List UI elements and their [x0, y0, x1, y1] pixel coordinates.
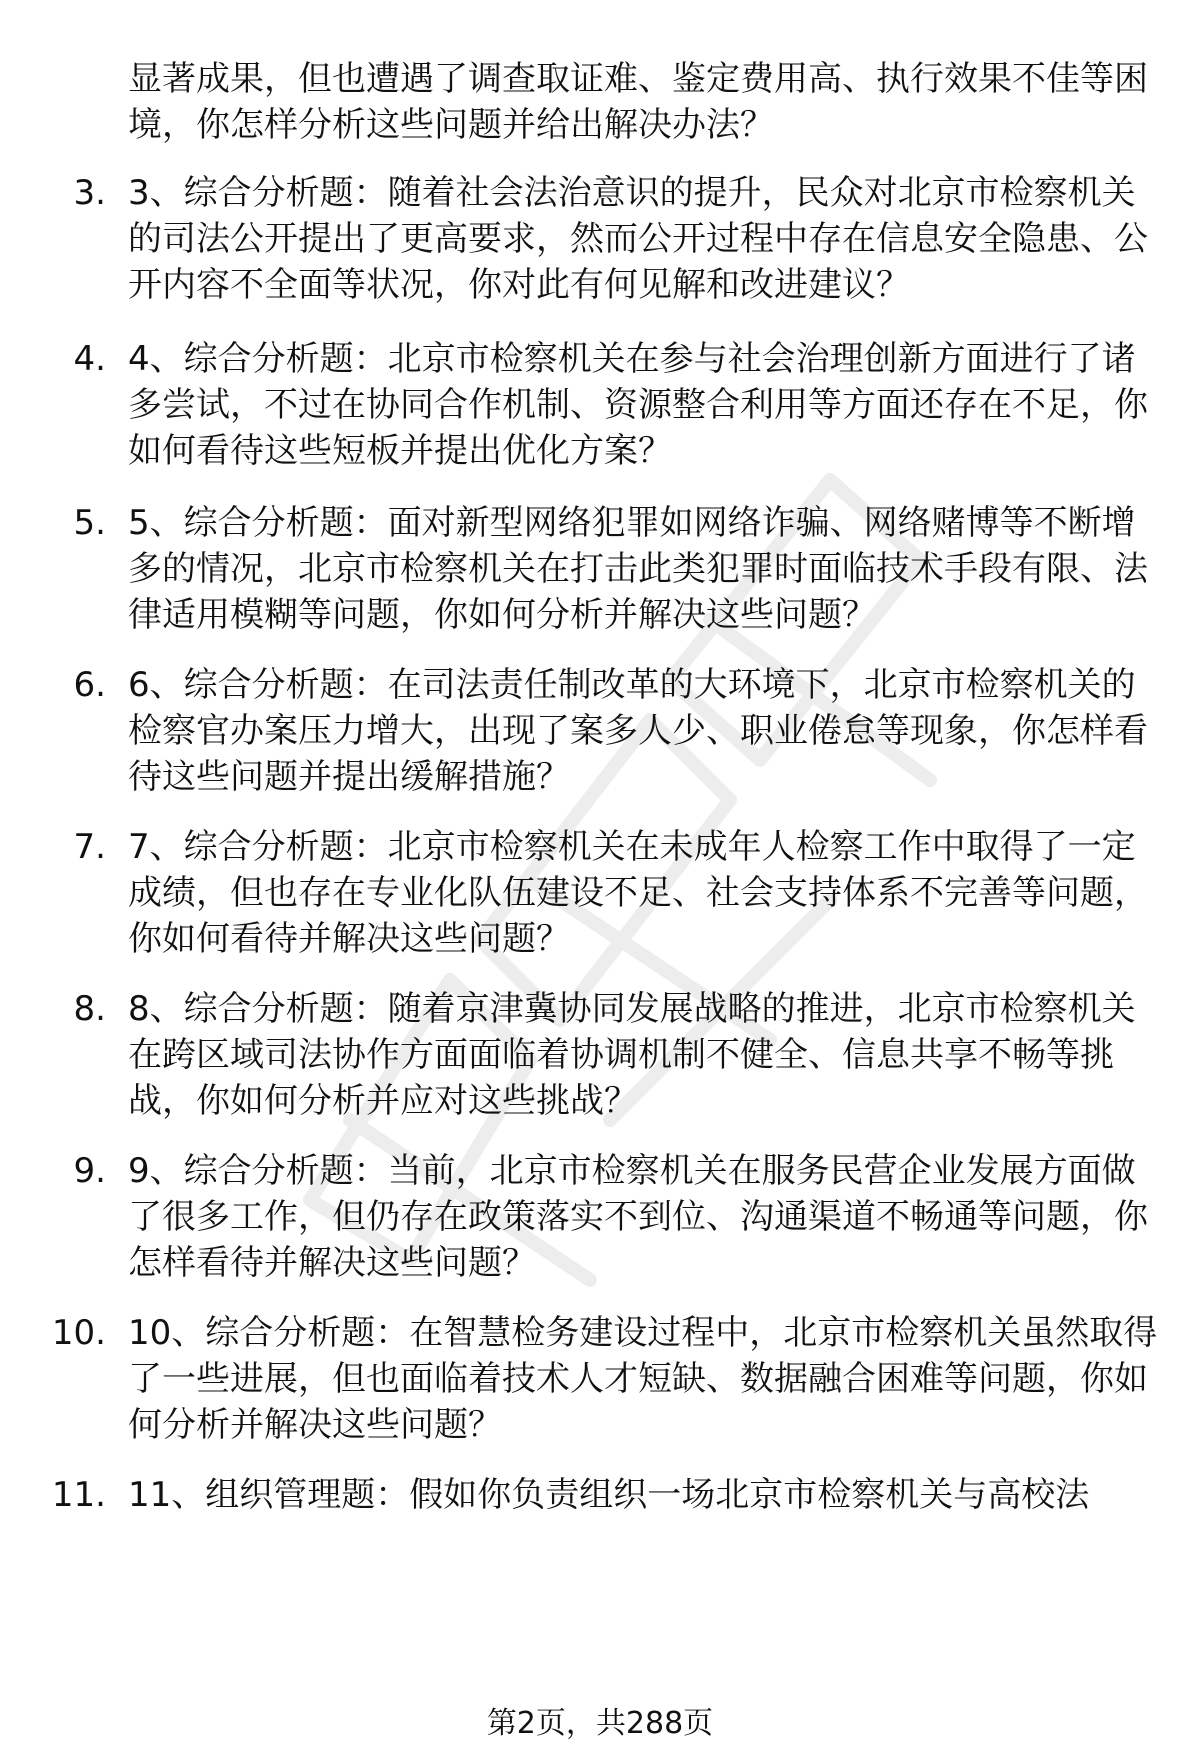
list-item-text: 4、综合分析题：北京市检察机关在参与社会治理创新方面进行了诸多尝试，不过在协同合作机制、资源整合利用等方面还存在不足，你如何看待这些短板并提出优化方案？: [128, 339, 1148, 471]
list-item-number: 11.: [51, 1475, 106, 1515]
list-item-text: 8、综合分析题：随着京津冀协同发展战略的推进，北京市检察机关在跨区域司法协作方面面临着协调机制不健全、信息共享不畅等挑战，你如何分析并应对这些挑战？: [128, 989, 1136, 1121]
list-item-text: 5、综合分析题：面对新型网络犯罪如网络诈骗、网络赌博等不断增多的情况，北京市检察机关在打击此类犯罪时面临技术手段有限、法律适用模糊等问题，你如何分析并解决这些问题？: [128, 503, 1148, 635]
list-item-number: 9.: [73, 1151, 106, 1191]
list-item-number: 5.: [73, 503, 106, 543]
list-item-number: 7.: [73, 827, 106, 867]
list-item-number: 8.: [73, 989, 106, 1029]
list-item-text: 6、综合分析题：在司法责任制改革的大环境下，北京市检察机关的检察官办案压力增大，出现了案多人少、职业倦怠等现象，你怎样看待这些问题并提出缓解措施？: [128, 665, 1148, 797]
list-item-text: 3、综合分析题：随着社会法治意识的提升，民众对北京市检察机关的司法公开提出了更高要求，然而公开过程中存在信息安全隐患、公开内容不全面等状况，你对此有何见解和改进建议？: [128, 173, 1148, 305]
list-item-number: 3.: [73, 173, 106, 213]
page-number-footer: 第2页，共288页: [486, 1706, 714, 1741]
list-item-text: 10、综合分析题：在智慧检务建设过程中，北京市检察机关虽然取得了一些进展，但也面临着技术人才短缺、数据融合困难等问题，你如何分析并解决这些问题？: [128, 1313, 1158, 1445]
list-item-text: 11、组织管理题：假如你负责组织一场北京市检察机关与高校法: [128, 1475, 1090, 1515]
list-item-number: 4.: [73, 339, 106, 379]
list-item-number: 10.: [51, 1313, 106, 1353]
list-item-text: 9、综合分析题：当前，北京市检察机关在服务民营企业发展方面做了很多工作，但仍存在政策落实不到位、沟通渠道不畅通等问题，你怎样看待并解决这些问题？: [128, 1151, 1148, 1283]
continuation-paragraph: 显著成果，但也遭遇了调查取证难、鉴定费用高、执行效果不佳等困境，你怎样分析这些问题并给出解决办法？: [128, 59, 1148, 145]
list-item-number: 6.: [73, 665, 106, 705]
list-item-text: 7、综合分析题：北京市检察机关在未成年人检察工作中取得了一定成绩，但也存在专业化队伍建设不足、社会支持体系不完善等问题，你如何看待并解决这些问题？: [128, 827, 1148, 959]
